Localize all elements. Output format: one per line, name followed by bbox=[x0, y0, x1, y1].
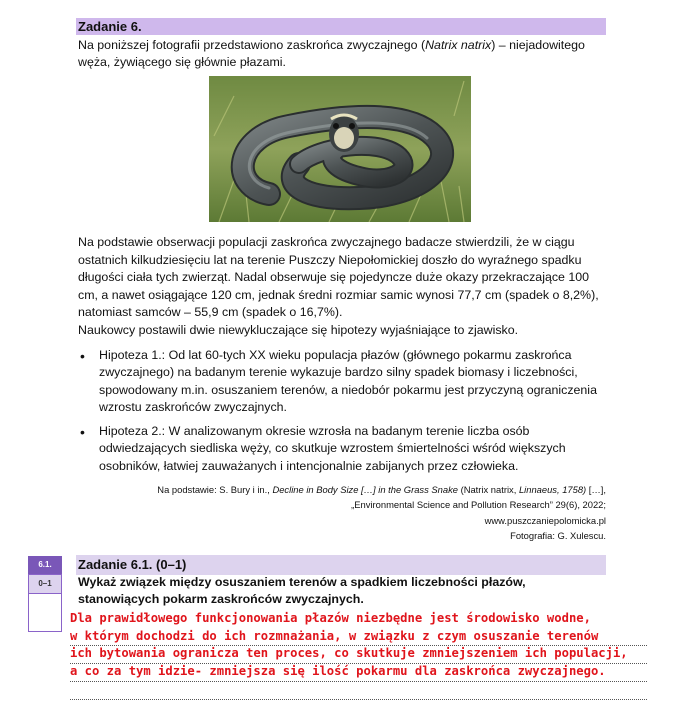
answer-line-text: Dla prawidłowego funkcjonowania płazów niezbędne jest środowisko wodne, bbox=[70, 611, 591, 625]
hypotheses-intro: Naukowcy postawili dwie niewykluczające się hipotezy wyjaśniające to zjawisko. bbox=[78, 323, 519, 337]
answer-line bbox=[70, 681, 647, 682]
points-badge: 0–1 bbox=[28, 574, 62, 594]
bullet-icon: • bbox=[80, 424, 85, 440]
answer-line-text: w którym dochodzi do ich rozmnażania, w związku z czym osuszanie terenów bbox=[70, 628, 599, 643]
citation-website: www.puszczaniepolomicka.pl bbox=[484, 514, 606, 526]
task-intro bbox=[78, 37, 608, 71]
intro-text-before: Na poniższej fotografii przedstawiono zaskrońca zwyczajnego ( bbox=[78, 38, 426, 52]
answer-line-text: ich bytowania ogranicza ten proces, co skutkuje zmniejszeniem ich populacji, bbox=[70, 646, 628, 661]
handwritten-answer[interactable] bbox=[70, 610, 670, 680]
citation-line: Na podstawie: S. Bury i in., Decline in Body Size […] in the Grass Snake (Natrix natrix, Linnaeus, 1758) […], bbox=[157, 484, 606, 495]
photo-credit: Fotografia: G. Xulescu. bbox=[510, 529, 606, 541]
subtask-question: Wykaż związek między osuszaniem terenów a spadkiem liczebności płazów, stanowiących pokarm zaskrońców zwyczajnych. bbox=[78, 575, 526, 606]
source-citation bbox=[86, 482, 606, 543]
answer-line bbox=[70, 699, 647, 700]
subtask-title: Zadanie 6.1. (0–1) bbox=[76, 555, 606, 575]
hypothesis-1: Hipoteza 1.: Od lat 60-tych XX wieku populacja płazów (głównego pokarmu zaskrońca zwyczajnego) na badanym terenie wykazuje bardzo silny spadek biomasy i liczebności, spowodowany m.in. osuszaniem terenów, a niedobór pokarmu jest przyczyną ograniczenia wzrostu zaskrońców zwyczajnych. bbox=[99, 348, 597, 414]
bullet-icon: • bbox=[80, 348, 85, 364]
hypothesis-2: Hipoteza 2.: W analizowanym okresie wzrosła na badanym terenie liczba osób odwiedzających siedliska węży, co skutkuje wzrostem śmiertelności wśród większych osobników, łatwiej zauważanych i intencjonalnie zabijanych przez człowieka. bbox=[99, 424, 566, 473]
score-box[interactable] bbox=[28, 594, 62, 632]
intro-latin-name: Natrix natrix bbox=[425, 38, 492, 52]
subtask-number-badge: 6.1. bbox=[28, 556, 62, 574]
answer-line-text: a co za tym idzie- zmniejsza się ilość pokarmu dla zaskrońca zwyczajnego. bbox=[70, 663, 606, 678]
observation-paragraph: Na podstawie obserwacji populacji zaskrońca zwyczajnego badacze stwierdzili, że w ciągu ostatnich kilkudziesięciu lat na terenie Puszczy Niepołomickiej doszło do wyraźnego spadku długości ciała tych zwierząt. Nadal obserwuje się pojedyncze duże okazy przekraczające 100 cm, a nawet osiągające 120 cm, jednak średni rozmiar samic wynosi 77,7 cm (spadek o 8,2%), natomiast samców – 55,9 cm (spadek o 16,7%). bbox=[78, 235, 599, 319]
task-title: Zadanie 6. bbox=[76, 18, 606, 35]
intro-text-after: ) – niejadowitego węża, żywiącego się głównie płazami. bbox=[78, 38, 585, 69]
snake-photo bbox=[209, 76, 471, 222]
citation-journal: „Environmental Science and Pollution Research” 29(6), 2022; bbox=[351, 499, 606, 511]
